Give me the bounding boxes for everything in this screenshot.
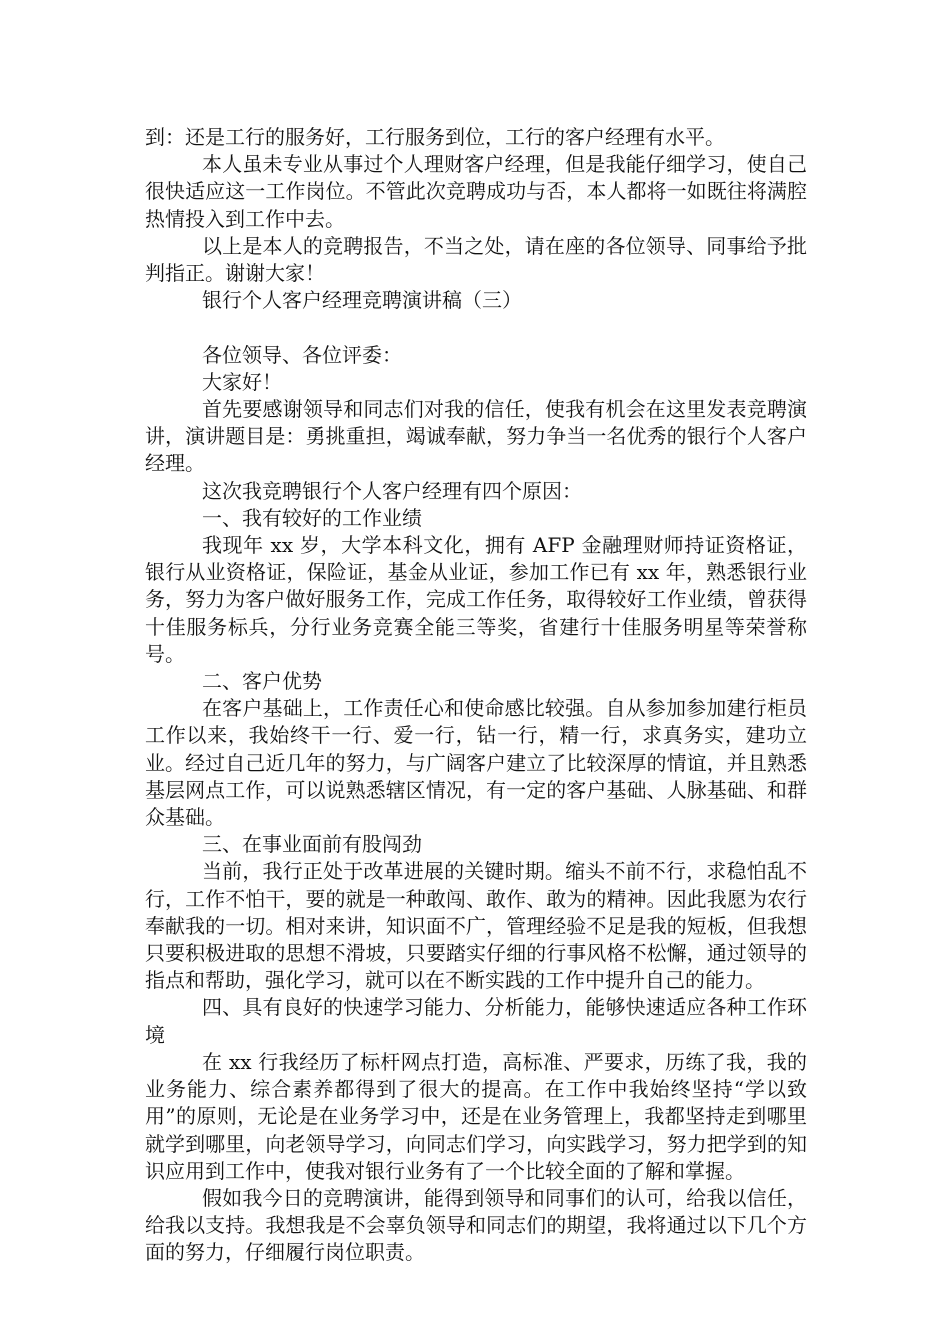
salutation: 各位领导、各位评委： [202,342,402,367]
heading-four: 四、具有良好的快速学习能力、分析能力，能够快速适应各种工作环境 [145,995,807,1047]
section-title: 银行个人客户经理竞聘演讲稿（三） [202,288,522,313]
paragraph: 这次我竞聘银行个人客户经理有四个原因： [202,478,582,503]
paragraph: 到：还是工行的服务好，工行服务到位，工行的客户经理有水平。 [145,125,725,149]
heading-two: 二、客户优势 [202,669,322,694]
document-body [145,124,807,1267]
paragraph: 以上是本人的竞聘报告，不当之处，请在座的各位领导、同事给予批判指正。谢谢大家！ [145,233,807,286]
paragraph: 首先要感谢领导和同志们对我的信任，使我有机会在这里发表竞聘演讲，演讲题目是：勇挑重担，竭诚奉献，努力争当一名优秀的银行个人客户经理。 [145,397,807,476]
greeting: 大家好！ [202,369,282,394]
paragraph: 我现年 xx 岁，大学本科文化，拥有 AFP 金融理财师持证资格证，银行从业资格证，保险证，基金从业证，参加工作已有 xx 年，熟悉银行业务，努力为客户做好服务工作，完成工作任务，取得较好工作业绩，曾获得十佳服务标兵，分行业务竞赛全能三等奖，省建行十佳服务明星等荣誉称号。 [145,533,807,666]
paragraph: 在 xx 行我经历了标杆网点打造，高标准、严要求，历练了我，我的业务能力、综合素养都得到了很大的提高。在工作中我始终坚持“学以致用”的原则，无论是在业务学习中，还是在业务管理上，我都坚持走到哪里就学到哪里，向老领导学习，向同志们学习，向实践学习，努力把学到的知识应用到工作中，使我对银行业务有了一个比较全面的了解和掌握。 [145,1049,807,1183]
paragraph: 在客户基础上，工作责任心和使命感比较强。自从参加参加建行柜员工作以来，我始终干一行、爱一行，钻一行，精一行，求真务实，建功立业。经过自己近几年的努力，与广阔客户建立了比较深厚的情谊，并且熟悉基层网点工作，可以说熟悉辖区情况，有一定的客户基础、人脉基础、和群众基础。 [145,696,807,830]
paragraph: 假如我今日的竞聘演讲，能得到领导和同事们的认可，给我以信任，给我以支持。我想我是不会辜负领导和同志们的期望，我将通过以下几个方面的努力，仔细履行岗位职责。 [145,1185,807,1265]
blank-line [145,314,807,341]
heading-three: 三、在事业面前有股闯劲 [202,832,422,857]
heading-one: 一、我有较好的工作业绩 [202,505,422,530]
paragraph: 当前，我行正处于改革进展的关键时期。缩头不前不行，求稳怕乱不行，工作不怕干，要的就是一种敢闯、敢作、敢为的精神。因此我愿为农行奉献我的一切。相对来讲，知识面不广，管理经验不足是我的短板，但我想只要积极进取的思想不滑坡，只要踏实仔细的行事风格不松懈，通过领导的指点和帮助，强化学习，就可以在不断实践的工作中提升自己的能力。 [145,859,807,993]
paragraph: 本人虽未专业从事过个人理财客户经理，但是我能仔细学习，使自己很快适应这一工作岗位。不管此次竞聘成功与否，本人都将一如既往将满腔热情投入到工作中去。 [145,152,807,231]
